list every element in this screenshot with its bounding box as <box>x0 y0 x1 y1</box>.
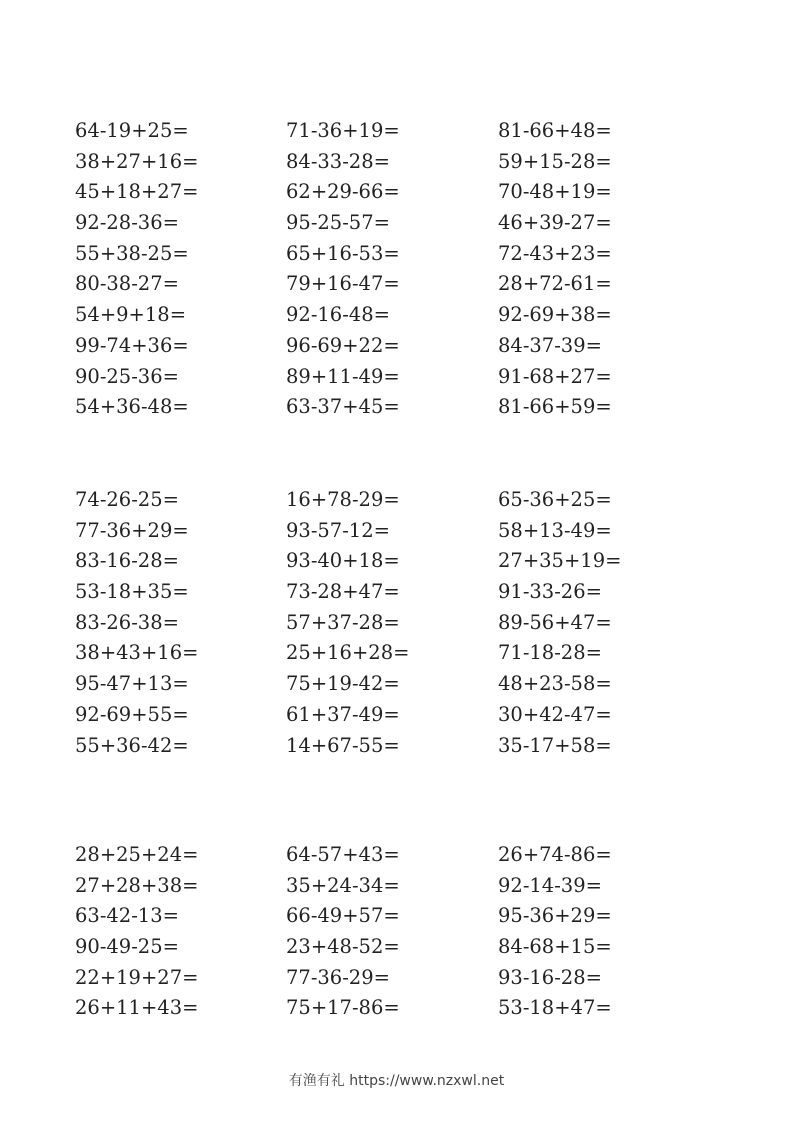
arithmetic-problem: 71-36+19= <box>286 119 400 142</box>
arithmetic-problem: 71-18-28= <box>498 641 602 665</box>
arithmetic-problem: 27+28+38= <box>75 873 199 897</box>
problem-column-2 <box>286 485 409 761</box>
arithmetic-problem: 53-18+47= <box>498 996 612 1020</box>
problem-column-3 <box>498 840 612 1024</box>
arithmetic-problem: 61+37-49= <box>286 702 400 726</box>
arithmetic-problem: 65+16-53= <box>286 241 400 265</box>
arithmetic-problem: 77-36+29= <box>75 518 189 542</box>
arithmetic-problem: 92-28-36= <box>75 211 179 235</box>
problem-column-2 <box>286 840 400 1024</box>
arithmetic-problem: 64-57+43= <box>286 843 400 866</box>
arithmetic-problem: 54+36-48= <box>75 395 189 419</box>
arithmetic-problem: 70-48+19= <box>498 180 612 204</box>
arithmetic-problem: 93-57-12= <box>286 518 390 542</box>
arithmetic-problem: 62+29-66= <box>286 180 400 204</box>
arithmetic-problem: 81-66+59= <box>498 395 612 419</box>
arithmetic-problem: 55+38-25= <box>75 241 189 265</box>
arithmetic-problem: 92-69+38= <box>498 303 612 327</box>
arithmetic-problem: 83-16-28= <box>75 549 179 573</box>
arithmetic-problem: 57+37-28= <box>286 610 400 634</box>
problem-column-3 <box>498 116 612 423</box>
arithmetic-problem: 54+9+18= <box>75 303 187 327</box>
arithmetic-problem: 38+27+16= <box>75 149 199 173</box>
arithmetic-problem: 84-33-28= <box>286 149 390 173</box>
arithmetic-problem: 28+72-61= <box>498 272 612 296</box>
arithmetic-problem: 90-25-36= <box>75 364 179 388</box>
arithmetic-problem: 74-26-25= <box>75 488 179 511</box>
arithmetic-problem: 75+19-42= <box>286 672 400 696</box>
arithmetic-problem: 66-49+57= <box>286 904 400 928</box>
arithmetic-problem: 84-68+15= <box>498 935 612 959</box>
arithmetic-problem: 83-26-38= <box>75 610 179 634</box>
arithmetic-problem: 95-36+29= <box>498 904 612 928</box>
problem-column-3 <box>498 485 621 761</box>
arithmetic-problem: 92-14-39= <box>498 873 602 897</box>
arithmetic-problem: 92-69+55= <box>75 702 189 726</box>
arithmetic-problem: 58+13-49= <box>498 518 612 542</box>
arithmetic-problem: 27+35+19= <box>498 549 622 573</box>
arithmetic-problem: 79+16-47= <box>286 272 400 296</box>
arithmetic-problem: 93-16-28= <box>498 965 602 989</box>
arithmetic-problem: 95-25-57= <box>286 211 390 235</box>
arithmetic-problem: 63-37+45= <box>286 395 400 419</box>
arithmetic-problem: 89-56+47= <box>498 610 612 634</box>
arithmetic-problem: 30+42-47= <box>498 702 612 726</box>
arithmetic-problem: 96-69+22= <box>286 333 400 357</box>
arithmetic-problem: 35-17+58= <box>498 733 612 757</box>
problem-column-2 <box>286 116 400 423</box>
arithmetic-problem: 91-68+27= <box>498 364 612 388</box>
arithmetic-problem: 23+48-52= <box>286 935 400 959</box>
arithmetic-problem: 45+18+27= <box>75 180 199 204</box>
arithmetic-problem: 28+25+24= <box>75 843 199 866</box>
arithmetic-problem: 16+78-29= <box>286 488 400 511</box>
arithmetic-problem: 99-74+36= <box>75 333 189 357</box>
arithmetic-problem: 55+36-42= <box>75 733 189 757</box>
arithmetic-problem: 63-42-13= <box>75 904 179 928</box>
arithmetic-problem: 90-49-25= <box>75 935 179 959</box>
arithmetic-problem: 92-16-48= <box>286 303 390 327</box>
problem-column-1 <box>75 116 198 423</box>
arithmetic-problem: 89+11-49= <box>286 364 400 388</box>
arithmetic-problem: 72-43+23= <box>498 241 612 265</box>
arithmetic-problem: 84-37-39= <box>498 333 602 357</box>
arithmetic-problem: 59+15-28= <box>498 149 612 173</box>
arithmetic-problem: 64-19+25= <box>75 119 189 142</box>
arithmetic-problem: 46+39-27= <box>498 211 612 235</box>
problem-column-1 <box>75 840 198 1024</box>
arithmetic-problem: 91-33-26= <box>498 580 602 604</box>
arithmetic-problem: 53-18+35= <box>75 580 189 604</box>
arithmetic-problem: 77-36-29= <box>286 965 390 989</box>
arithmetic-problem: 38+43+16= <box>75 641 199 665</box>
arithmetic-problem: 26+11+43= <box>75 996 199 1020</box>
arithmetic-problem: 93-40+18= <box>286 549 400 573</box>
arithmetic-problem: 14+67-55= <box>286 733 400 757</box>
arithmetic-problem: 35+24-34= <box>286 873 400 897</box>
arithmetic-problem: 22+19+27= <box>75 965 199 989</box>
arithmetic-problem: 75+17-86= <box>286 996 400 1020</box>
arithmetic-problem: 80-38-27= <box>75 272 179 296</box>
arithmetic-problem: 73-28+47= <box>286 580 400 604</box>
arithmetic-problem: 26+74-86= <box>498 843 612 866</box>
arithmetic-problem: 95-47+13= <box>75 672 189 696</box>
arithmetic-problem: 81-66+48= <box>498 119 612 142</box>
arithmetic-problem: 25+16+28= <box>286 641 410 665</box>
arithmetic-problem: 48+23-58= <box>498 672 612 696</box>
footer-watermark: 有渔有礼 https://www.nzxwl.net <box>288 1073 505 1089</box>
arithmetic-problem: 65-36+25= <box>498 488 612 511</box>
problem-column-1 <box>75 485 198 761</box>
